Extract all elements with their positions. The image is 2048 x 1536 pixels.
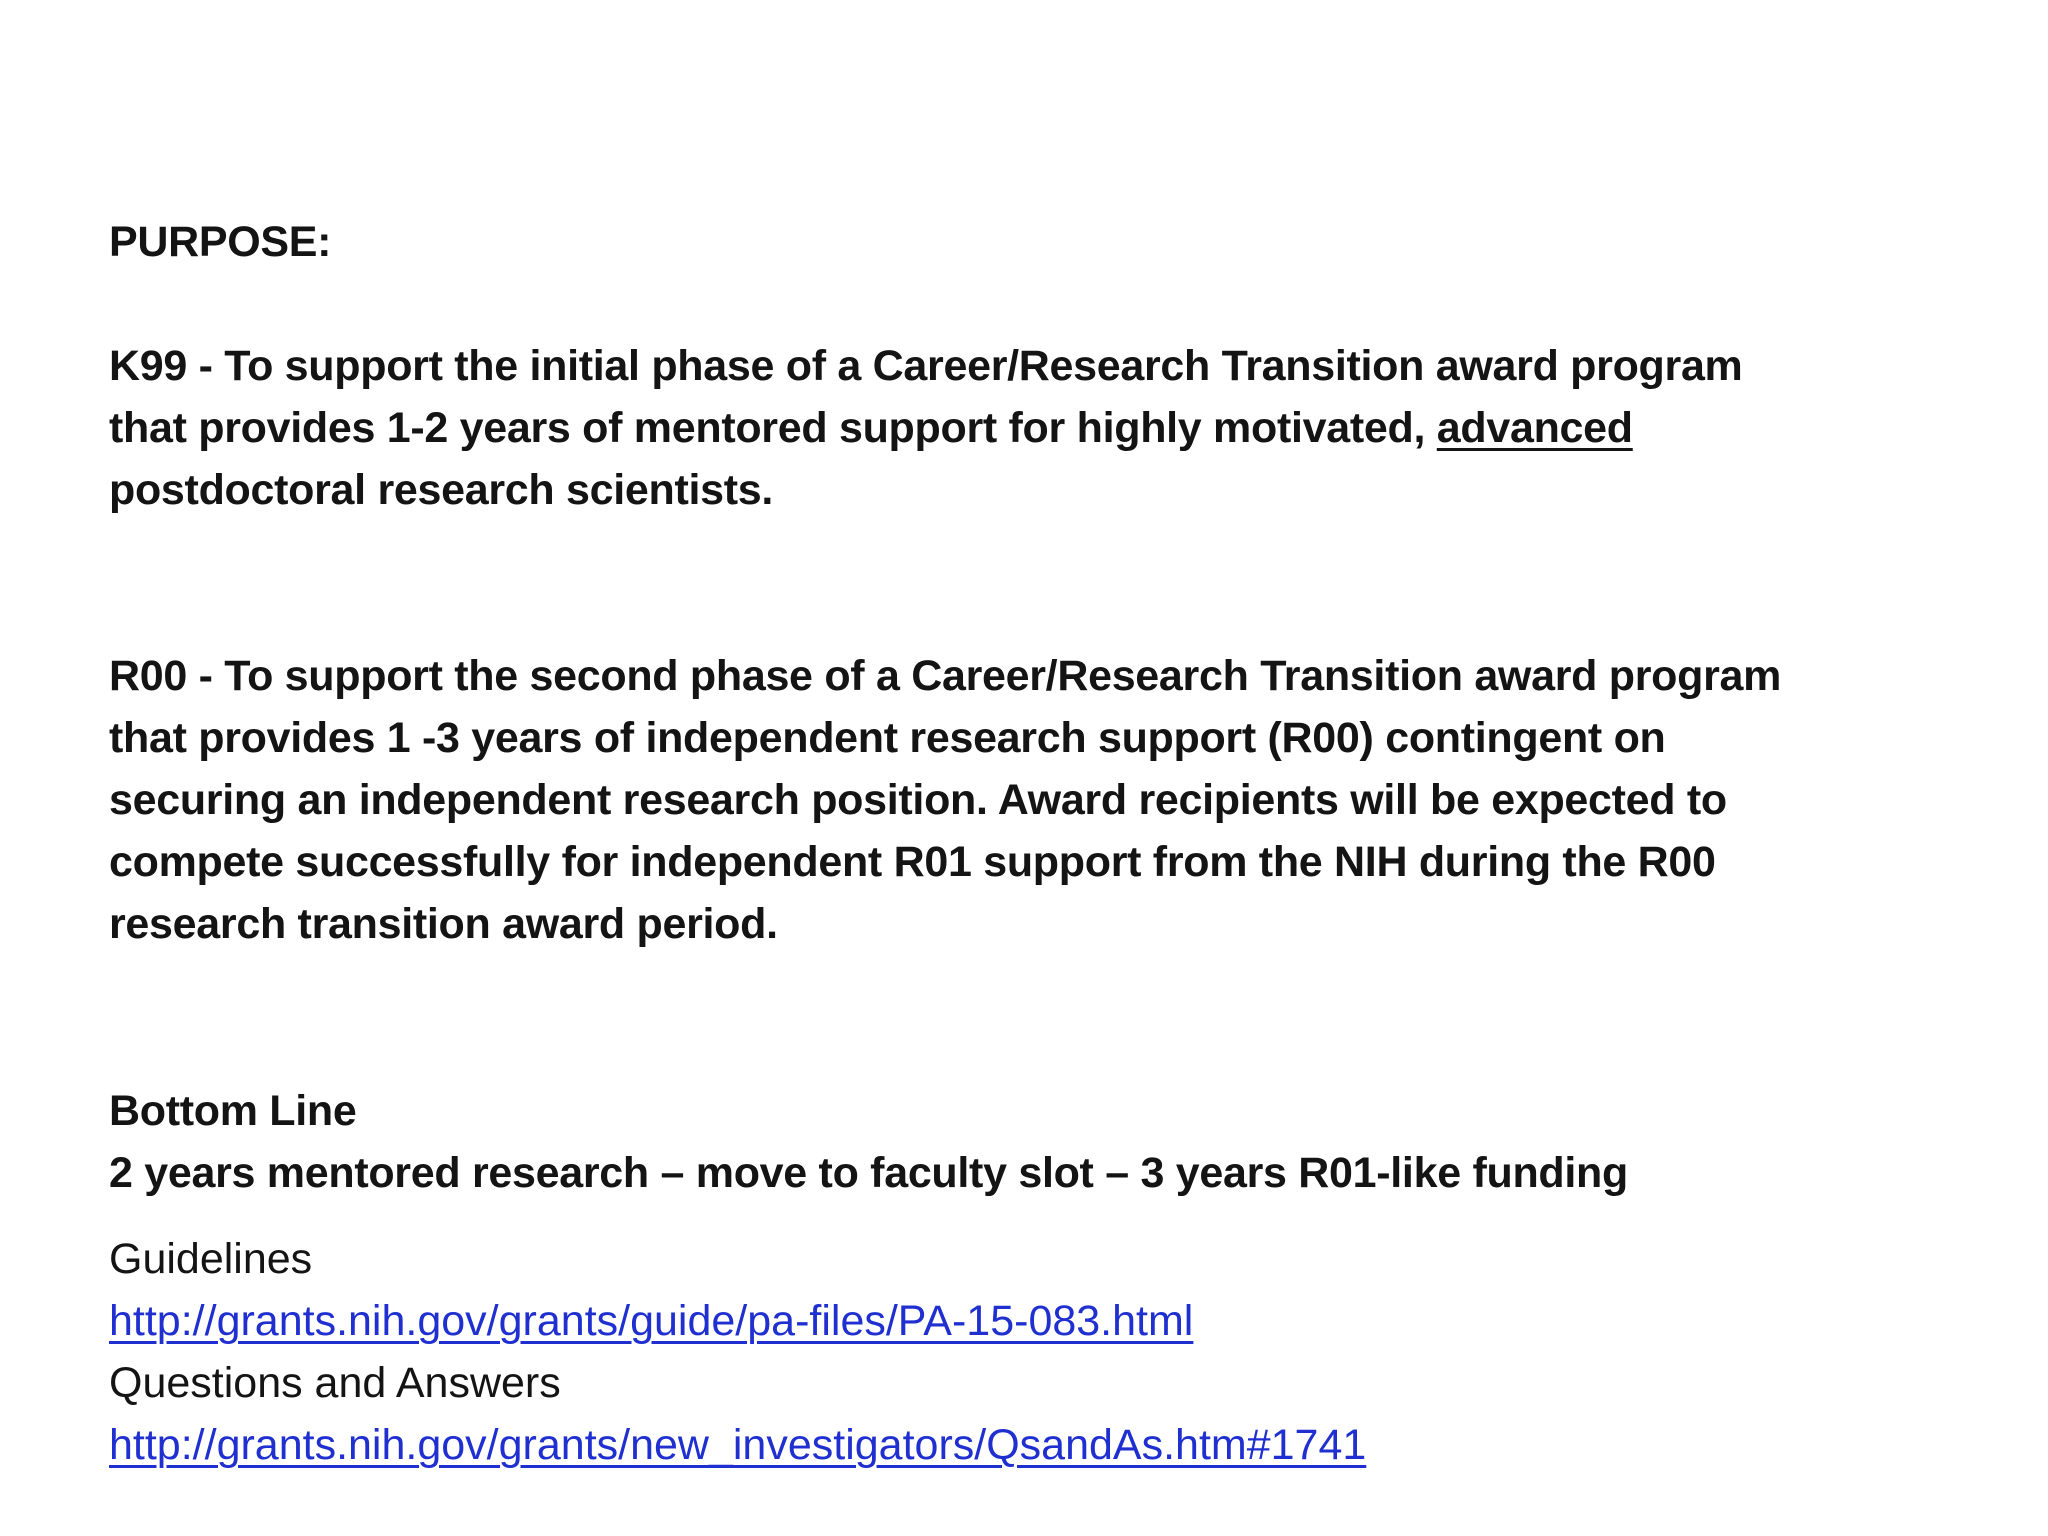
bottom-line-summary: 2 years mentored research – move to faculty slot – 3 years R01-like funding [109, 1149, 1628, 1197]
guidelines-label: Guidelines [109, 1235, 313, 1283]
resources-section [109, 1228, 1929, 1476]
bottom-line-section [109, 1080, 1929, 1204]
k99-line-1: K99 - To support the initial phase of a Career/Research Transition award program [109, 342, 1743, 390]
qa-link[interactable]: http://grants.nih.gov/grants/new_investigators/QsandAs.htm#1741 [109, 1421, 1367, 1469]
k99-line-2-text: that provides 1-2 years of mentored support for highly motivated, [109, 404, 1437, 452]
guidelines-link[interactable]: http://grants.nih.gov/grants/guide/pa-files/PA-15-083.html [109, 1297, 1194, 1345]
r00-line-5: research transition award period. [109, 900, 778, 948]
r00-line-3: securing an independent research position. Award recipients will be expected to [109, 776, 1727, 824]
k99-line-3: postdoctoral research scientists. [109, 466, 774, 514]
r00-paragraph [109, 645, 1929, 955]
purpose-heading-text: PURPOSE: [109, 218, 332, 266]
purpose-heading [109, 211, 1929, 273]
k99-line-2 [109, 397, 1929, 459]
k99-paragraph [109, 335, 1929, 521]
r00-line-2: that provides 1 -3 years of independent research support (R00) contingent on [109, 714, 1666, 762]
qa-label: Questions and Answers [109, 1359, 561, 1407]
bottom-line-heading: Bottom Line [109, 1087, 357, 1135]
r00-line-4: compete successfully for independent R01 support from the NIH during the R00 [109, 838, 1716, 886]
advanced-underlined-word: advanced [1436, 404, 1633, 452]
r00-line-1: R00 - To support the second phase of a Career/Research Transition award program [109, 652, 1782, 700]
